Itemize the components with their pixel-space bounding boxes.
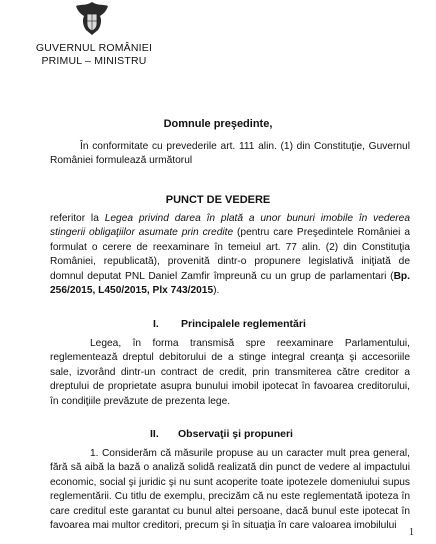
header-line-prime-minister: PRIMUL – MINISTRU <box>41 55 147 67</box>
section-2-title: Observaţii şi propuneri <box>178 428 293 440</box>
header-line-government: GUVERNUL ROMÂNIEI <box>35 42 153 54</box>
page-number: 1 <box>409 527 414 538</box>
intro-paragraph: În conformitate cu prevederile art. 111 alin. (1) din Constituţie, Guvernul României formulează următorul <box>50 141 410 167</box>
section-1-number: I. <box>153 318 159 330</box>
viewpoint-lead: referitor la <box>50 213 105 224</box>
viewpoint-heading: PUNCT DE VEDERE <box>165 194 271 206</box>
viewpoint-body: (pentru care Preşedintele României a formulat o cerere de reexaminare în temeiul art. 77 alin. (2) din Constituţia României, republicată), provenită dintr-o propunere legislativă iniţiată de domnul deputat PNL Daniel Zamfir împreună cu un grup de parlamentari ( <box>50 227 410 282</box>
greeting: Domnule preşedinte, <box>163 118 273 130</box>
legislative-references: Bp. 256/2015, L450/2015, Plx 743/2015 <box>50 270 410 297</box>
section-1-title: Principalele reglementări <box>181 318 306 330</box>
law-title: Legea privind darea în plată a unor bunuri imobile în vederea stingerii obligaţiilor asumate prin credite <box>50 213 410 239</box>
viewpoint-tail: ). <box>213 285 220 297</box>
government-header <box>24 42 164 68</box>
section-1-paragraph: Legea, în forma transmisă spre reexaminare Parlamentului, reglementează dreptul debitorului de a stinge integral creanţa şi accesoriile sale, izvorând dintr-un contract de credit, prin transmiterea către creditor a dreptului de proprietate asupra bunului imobil ipotecat în favoarea creditorului, în condiţiile prevăzute de prezenta lege. <box>50 338 410 407</box>
viewpoint-paragraph <box>50 212 410 298</box>
section-2-paragraph: 1. Considerăm că măsurile propuse au un caracter mult prea general, fără să aibă la bază o analiză solidă realizată din punct de vedere al impactului economic, social şi juridic şi nu sunt acoperite toate ipotezele domeniului supus reglementării. Cu titlu de exemplu, precizăm că nu este reglementată ipoteza în care creditul este garantat cu bunul altei persoane, dacă bunul este ipotecat în favoarea mai multor creditori, precum şi în situaţia în care valoarea imobilului <box>50 448 410 532</box>
romania-coat-of-arms-icon <box>72 0 112 36</box>
section-2-number: II. <box>150 428 159 440</box>
